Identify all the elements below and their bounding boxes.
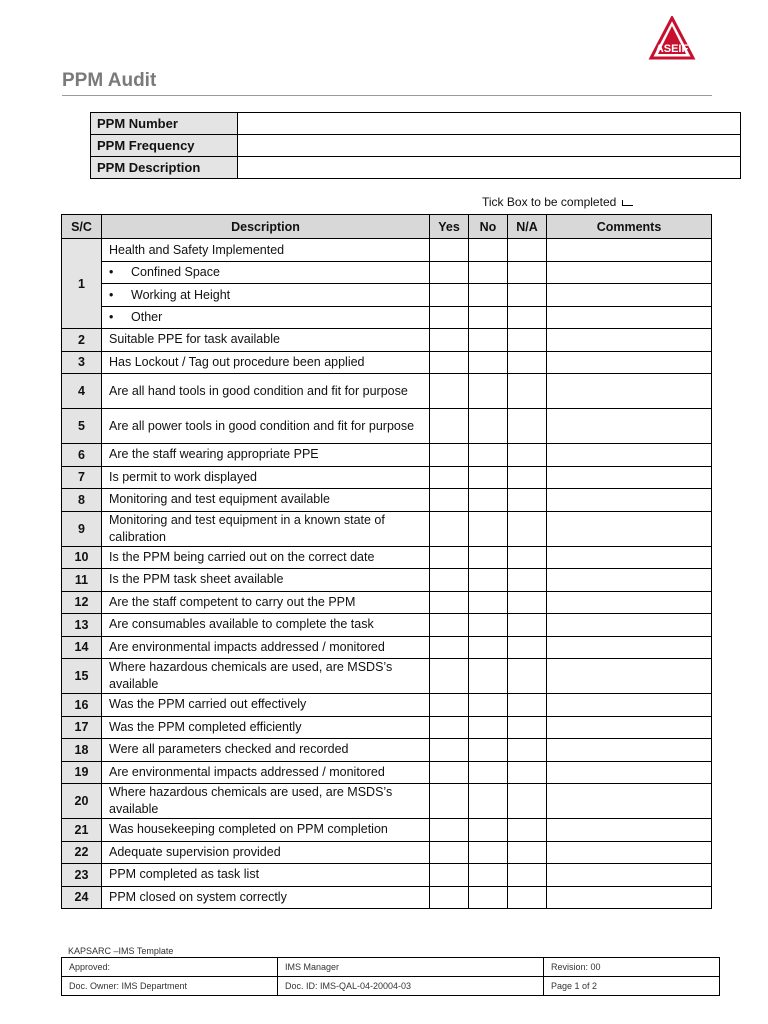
table-row [62,262,712,284]
no-tick-box[interactable] [469,784,508,819]
column-header-yes: Yes [430,215,469,239]
comments-cell[interactable] [547,262,712,284]
sc-number: 13 [62,614,102,637]
comments-cell[interactable] [547,329,712,352]
na-tick-box[interactable] [508,591,547,614]
no-tick-box[interactable] [469,239,508,262]
table-row [62,614,712,637]
title-divider [62,95,712,96]
row-description: Health and Safety Implemented [102,239,430,262]
no-tick-box[interactable] [469,351,508,374]
sc-number: 1 [62,239,102,329]
no-tick-box[interactable] [469,614,508,637]
comments-cell[interactable] [547,694,712,717]
ppm-frequency-field[interactable] [238,135,741,157]
bullet-icon: • [109,310,114,324]
row-description: Was housekeeping completed on PPM completion [102,819,430,842]
page-number-cell: Page 1 of 2 [544,977,720,996]
sc-number: 23 [62,864,102,887]
row-description: Was the PPM completed efficiently [102,716,430,739]
sc-number: 10 [62,546,102,569]
table-row [62,739,712,762]
na-tick-box[interactable] [508,284,547,307]
no-tick-box[interactable] [469,489,508,512]
ppm-number-row [91,113,741,135]
table-row [62,466,712,489]
comments-cell[interactable] [547,659,712,694]
row-description: Was the PPM carried out effectively [102,694,430,717]
approved-cell: Approved: [62,958,278,977]
row-description: Are environmental impacts addressed / monitored [102,636,430,659]
comments-cell[interactable] [547,614,712,637]
table-row [62,307,712,329]
row-description: Are the staff wearing appropriate PPE [102,444,430,467]
no-tick-box[interactable] [469,329,508,352]
yes-tick-box[interactable] [430,239,469,262]
table-header-row [62,215,712,239]
na-tick-box[interactable] [508,466,547,489]
na-tick-box[interactable] [508,819,547,842]
footer-row [62,977,720,996]
comments-cell[interactable] [547,239,712,262]
na-tick-box[interactable] [508,511,547,546]
sub-item-label: Confined Space [131,265,220,279]
table-row [62,239,712,262]
row-description: Monitoring and test equipment in a known state of calibration [102,511,430,546]
yes-tick-box[interactable] [430,784,469,819]
na-tick-box[interactable] [508,239,547,262]
column-header-na: N/A [508,215,547,239]
yes-tick-box[interactable] [430,466,469,489]
no-tick-box[interactable] [469,841,508,864]
comments-cell[interactable] [547,444,712,467]
na-tick-box[interactable] [508,444,547,467]
comments-cell[interactable] [547,307,712,329]
yes-tick-box[interactable] [430,739,469,762]
sc-number: 17 [62,716,102,739]
logo-text: ASEIF [655,43,689,55]
sc-number: 20 [62,784,102,819]
yes-tick-box[interactable] [430,546,469,569]
company-logo [648,16,696,60]
no-tick-box[interactable] [469,716,508,739]
na-tick-box[interactable] [508,739,547,762]
no-tick-box[interactable] [469,262,508,284]
sc-number: 21 [62,819,102,842]
table-row [62,546,712,569]
na-tick-box[interactable] [508,546,547,569]
no-tick-box[interactable] [469,739,508,762]
yes-tick-box[interactable] [430,284,469,307]
comments-cell[interactable] [547,864,712,887]
ppm-frequency-row [91,135,741,157]
table-row [62,374,712,409]
no-tick-box[interactable] [469,819,508,842]
yes-tick-box[interactable] [430,591,469,614]
table-row [62,284,712,307]
yes-tick-box[interactable] [430,614,469,637]
comments-cell[interactable] [547,489,712,512]
ppm-number-label: PPM Number [91,113,238,135]
row-description: Suitable PPE for task available [102,329,430,352]
row-description: Monitoring and test equipment available [102,489,430,512]
yes-tick-box[interactable] [430,841,469,864]
no-tick-box[interactable] [469,307,508,329]
yes-tick-box[interactable] [430,262,469,284]
row-description [102,284,430,307]
yes-tick-box[interactable] [430,444,469,467]
na-tick-box[interactable] [508,374,547,409]
ppm-description-label: PPM Description [91,157,238,179]
comments-cell[interactable] [547,739,712,762]
doc-owner-cell: Doc. Owner: IMS Department [62,977,278,996]
sc-number: 22 [62,841,102,864]
sc-number: 18 [62,739,102,762]
table-row [62,694,712,717]
table-row [62,886,712,909]
comments-cell[interactable] [547,284,712,307]
yes-tick-box[interactable] [430,329,469,352]
comments-cell[interactable] [547,591,712,614]
sc-number: 2 [62,329,102,352]
comments-cell[interactable] [547,546,712,569]
row-description: Adequate supervision provided [102,841,430,864]
row-description: Are all hand tools in good condition and fit for purpose [102,374,430,409]
audit-checklist-table [61,214,712,909]
comments-cell[interactable] [547,351,712,374]
yes-tick-box[interactable] [430,886,469,909]
no-tick-box[interactable] [469,569,508,592]
row-description: PPM closed on system correctly [102,886,430,909]
no-tick-box[interactable] [469,886,508,909]
no-tick-box[interactable] [469,694,508,717]
bullet-icon: • [109,287,114,302]
yes-tick-box[interactable] [430,716,469,739]
no-tick-box[interactable] [469,761,508,784]
yes-tick-box[interactable] [430,659,469,694]
no-tick-box[interactable] [469,864,508,887]
table-row [62,716,712,739]
yes-tick-box[interactable] [430,409,469,444]
revision-cell: Revision: 00 [544,958,720,977]
row-description: Is the PPM being carried out on the correct date [102,546,430,569]
row-description: Has Lockout / Tag out procedure been applied [102,351,430,374]
comments-cell[interactable] [547,784,712,819]
ppm-info-table [90,112,741,179]
na-tick-box[interactable] [508,329,547,352]
column-header-comments: Comments [547,215,712,239]
na-tick-box[interactable] [508,351,547,374]
table-row [62,784,712,819]
comments-cell[interactable] [547,636,712,659]
bullet-icon: • [109,265,114,279]
sc-number: 19 [62,761,102,784]
na-tick-box[interactable] [508,409,547,444]
row-description [102,262,430,284]
na-tick-box[interactable] [508,614,547,637]
no-tick-box[interactable] [469,284,508,307]
sc-number: 14 [62,636,102,659]
sc-number: 5 [62,409,102,444]
ppm-description-row [91,157,741,179]
no-tick-box[interactable] [469,511,508,546]
row-description: Are consumables available to complete the task [102,614,430,637]
row-description: Where hazardous chemicals are used, are MSDS’s available [102,659,430,694]
row-description: Is the PPM task sheet available [102,569,430,592]
comments-cell[interactable] [547,466,712,489]
na-tick-box[interactable] [508,636,547,659]
comments-cell[interactable] [547,374,712,409]
na-tick-box[interactable] [508,569,547,592]
no-tick-box[interactable] [469,374,508,409]
table-row [62,819,712,842]
yes-tick-box[interactable] [430,761,469,784]
row-description: Are all power tools in good condition and fit for purpose [102,409,430,444]
sc-number: 9 [62,511,102,546]
row-description: Where hazardous chemicals are used, are MSDS’s available [102,784,430,819]
na-tick-box[interactable] [508,716,547,739]
comments-cell[interactable] [547,716,712,739]
column-header-sc: S/C [62,215,102,239]
column-header-no: No [469,215,508,239]
comments-cell[interactable] [547,511,712,546]
ppm-frequency-label: PPM Frequency [91,135,238,157]
yes-tick-box[interactable] [430,374,469,409]
no-tick-box[interactable] [469,591,508,614]
sc-number: 11 [62,569,102,592]
na-tick-box[interactable] [508,489,547,512]
table-row [62,659,712,694]
row-description: Were all parameters checked and recorded [102,739,430,762]
page-title: PPM Audit [62,70,157,91]
table-row [62,761,712,784]
yes-tick-box[interactable] [430,694,469,717]
column-header-description: Description [102,215,430,239]
sc-number: 15 [62,659,102,694]
na-tick-box[interactable] [508,784,547,819]
table-row [62,636,712,659]
no-tick-box[interactable] [469,409,508,444]
na-tick-box[interactable] [508,694,547,717]
footer-row [62,958,720,977]
table-row [62,409,712,444]
sc-number: 8 [62,489,102,512]
no-tick-box[interactable] [469,444,508,467]
table-row [62,351,712,374]
sub-item-label: Working at Height [131,287,231,302]
sc-number: 12 [62,591,102,614]
yes-tick-box[interactable] [430,351,469,374]
no-tick-box[interactable] [469,636,508,659]
no-tick-box[interactable] [469,466,508,489]
manager-cell: IMS Manager [278,958,544,977]
comments-cell[interactable] [547,841,712,864]
template-label: KAPSARC –IMS Template [68,946,174,956]
sc-number: 3 [62,351,102,374]
tick-box-icon [622,200,633,206]
ppm-description-field[interactable] [238,157,741,179]
na-tick-box[interactable] [508,307,547,329]
comments-cell[interactable] [547,569,712,592]
table-row [62,444,712,467]
document-footer-table [61,957,720,996]
comments-cell[interactable] [547,819,712,842]
yes-tick-box[interactable] [430,636,469,659]
tick-note-text: Tick Box to be completed [482,195,617,209]
tick-box-note [482,195,633,209]
row-description: Are the staff competent to carry out the PPM [102,591,430,614]
sc-number: 16 [62,694,102,717]
sc-number: 24 [62,886,102,909]
row-description [102,307,430,329]
table-row [62,569,712,592]
comments-cell[interactable] [547,409,712,444]
table-row [62,841,712,864]
yes-tick-box[interactable] [430,864,469,887]
yes-tick-box[interactable] [430,489,469,512]
table-row [62,864,712,887]
ppm-number-field[interactable] [238,113,741,135]
no-tick-box[interactable] [469,546,508,569]
sc-number: 7 [62,466,102,489]
na-tick-box[interactable] [508,262,547,284]
sub-item-label: Other [131,310,163,324]
table-row [62,329,712,352]
table-row [62,511,712,546]
na-tick-box[interactable] [508,864,547,887]
na-tick-box[interactable] [508,659,547,694]
comments-cell[interactable] [547,761,712,784]
yes-tick-box[interactable] [430,569,469,592]
row-description: Is permit to work displayed [102,466,430,489]
yes-tick-box[interactable] [430,307,469,329]
sc-number: 6 [62,444,102,467]
na-tick-box[interactable] [508,841,547,864]
table-row [62,489,712,512]
no-tick-box[interactable] [469,659,508,694]
sc-number: 4 [62,374,102,409]
yes-tick-box[interactable] [430,819,469,842]
na-tick-box[interactable] [508,886,547,909]
yes-tick-box[interactable] [430,511,469,546]
table-row [62,591,712,614]
doc-id-cell: Doc. ID: IMS-QAL-04-20004-03 [278,977,544,996]
comments-cell[interactable] [547,886,712,909]
row-description: PPM completed as task list [102,864,430,887]
na-tick-box[interactable] [508,761,547,784]
row-description: Are environmental impacts addressed / monitored [102,761,430,784]
